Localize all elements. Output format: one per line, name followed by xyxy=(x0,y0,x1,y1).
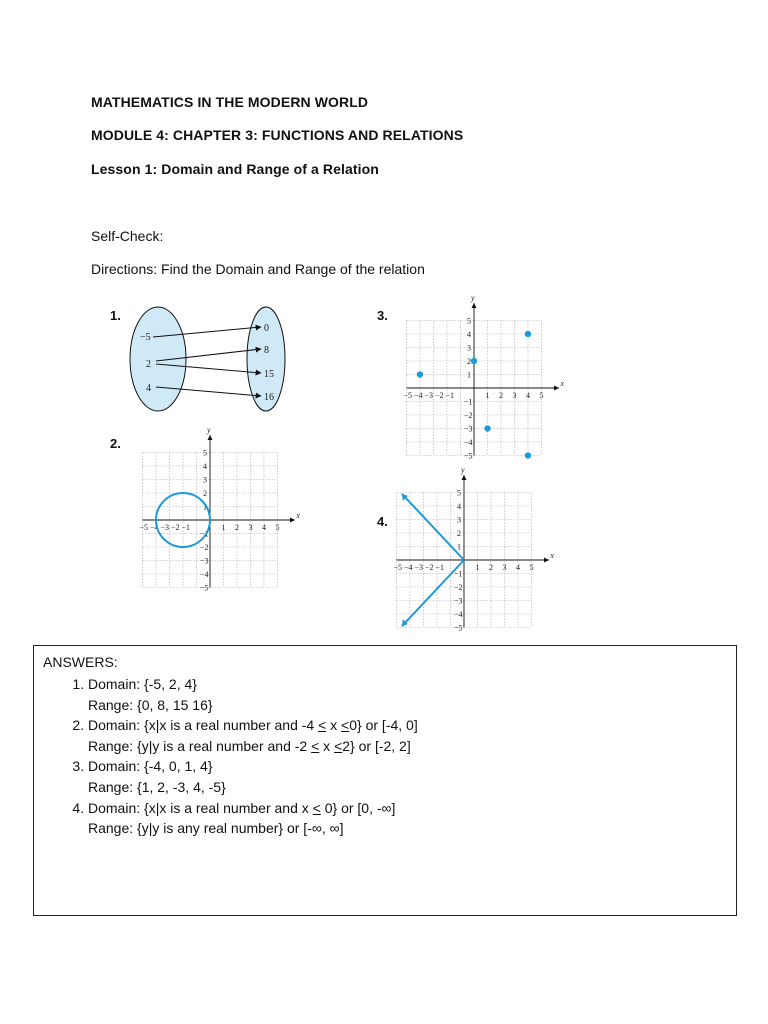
x-axis-label: x xyxy=(296,511,300,520)
problem-1-label: 1. xyxy=(110,308,121,323)
answer-4-domain: Domain: {x|x is a real number and x < 0} or [0, -∞] xyxy=(88,799,396,816)
range-value: 8 xyxy=(264,345,269,356)
x-axis-arrow xyxy=(554,386,559,391)
domain-value: −5 xyxy=(140,332,151,343)
x-tick-label: 2 xyxy=(235,523,239,532)
x-tick-label: 1 xyxy=(485,391,490,400)
y-tick-label: 4 xyxy=(467,330,471,339)
relation-ray-upper xyxy=(402,494,464,560)
y-tick-label: 1 xyxy=(203,502,207,512)
y-tick-label: 3 xyxy=(203,475,207,485)
x-tick-labels-negative: −5 −4 −3 −2 −1 xyxy=(139,523,191,532)
y-tick-label: 2 xyxy=(457,529,461,538)
answer-1-domain: Domain: {-5, 2, 4} xyxy=(88,676,197,692)
y-tick-label: −3 xyxy=(464,424,473,434)
y-tick-label: 2 xyxy=(467,357,471,366)
y-tick-label: −5 xyxy=(464,451,473,461)
self-check-label: Self-Check: xyxy=(91,228,164,244)
y-tick-label: −4 xyxy=(464,438,473,447)
y-tick-label: −4 xyxy=(454,610,463,619)
x-axis-arrow xyxy=(290,518,295,523)
y-axis-arrow xyxy=(462,475,467,480)
y-axis-label: y xyxy=(461,465,465,475)
x-tick-label: 3 xyxy=(248,523,253,532)
y-tick-label: −3 xyxy=(454,596,463,606)
y-tick-label: −3 xyxy=(200,556,209,566)
x-axis-label: x xyxy=(560,379,564,388)
problem-2-label: 2. xyxy=(110,436,121,451)
answer-2-domain: Domain: {x|x is a real number and -4 < x <0} or [-4, 0] xyxy=(88,717,418,734)
x-tick-label: 5 xyxy=(539,391,544,400)
x-tick-label: 1 xyxy=(221,523,226,532)
y-tick-label: −5 xyxy=(200,583,209,593)
x-tick-label: 5 xyxy=(529,563,534,572)
range-value: 16 xyxy=(264,392,274,403)
x-tick-label: 5 xyxy=(275,523,280,532)
domain-value: 2 xyxy=(146,359,151,370)
answer-4-range: Range: {y|y is any real number} or [-∞, ∞] xyxy=(88,820,344,837)
range-value: 15 xyxy=(264,369,274,380)
relation-point xyxy=(525,452,531,458)
answer-item xyxy=(88,674,418,715)
problem-4-label: 4. xyxy=(377,514,388,529)
answer-item xyxy=(88,715,418,756)
x-tick-labels-negative: −5 −4 −3 −2 −1 xyxy=(403,391,455,400)
y-axis-arrow xyxy=(472,303,477,308)
x-tick-label: 4 xyxy=(526,391,530,400)
y-tick-label: −2 xyxy=(454,583,463,592)
y-tick-label: −1 xyxy=(454,569,463,579)
answers-box xyxy=(33,645,737,916)
x-tick-label: 3 xyxy=(502,563,507,572)
x-tick-label: 4 xyxy=(516,563,520,572)
answer-item xyxy=(88,756,418,797)
x-tick-label: 2 xyxy=(499,391,503,400)
course-title: MATHEMATICS IN THE MODERN WORLD xyxy=(91,94,369,110)
answers-list xyxy=(60,674,418,839)
y-tick-label: −1 xyxy=(200,529,209,539)
y-axis-label: y xyxy=(471,293,475,303)
y-tick-label: 2 xyxy=(203,489,207,498)
y-tick-label: −5 xyxy=(454,623,463,633)
mapping-diagram xyxy=(126,305,291,415)
x-tick-label: 3 xyxy=(512,391,517,400)
y-tick-label: 1 xyxy=(457,542,461,552)
y-tick-label: −1 xyxy=(464,397,473,407)
range-value: 0 xyxy=(264,323,269,334)
domain-value: 4 xyxy=(146,383,151,394)
x-tick-label: 2 xyxy=(489,563,493,572)
y-tick-label: −2 xyxy=(464,411,473,420)
y-tick-label: 3 xyxy=(457,515,461,525)
relation-point xyxy=(471,358,477,364)
x-axis-arrow xyxy=(544,558,549,563)
answer-3-domain: Domain: {-4, 0, 1, 4} xyxy=(88,758,213,775)
y-axis-arrow xyxy=(208,435,213,440)
lesson-title: Lesson 1: Domain and Range of a Relation xyxy=(91,161,379,177)
x-tick-labels-negative: −5 −4 −3 −2 −1 xyxy=(393,563,445,572)
y-tick-label: 3 xyxy=(467,343,471,353)
y-tick-label: 5 xyxy=(467,316,471,326)
relation-point xyxy=(484,425,490,431)
y-axis-label: y xyxy=(207,425,211,435)
relation-point xyxy=(417,371,423,377)
relation-point xyxy=(525,331,531,337)
y-tick-label: −2 xyxy=(200,543,209,552)
answers-title: ANSWERS: xyxy=(43,654,118,670)
y-tick-label: 4 xyxy=(457,502,461,511)
answer-item xyxy=(88,798,418,839)
x-tick-label: 1 xyxy=(475,563,480,572)
x-axis-label: x xyxy=(550,551,554,560)
y-tick-label: 5 xyxy=(457,488,461,498)
x-tick-label: 4 xyxy=(262,523,266,532)
directions-text: Directions: Find the Domain and Range of the relation xyxy=(91,261,425,277)
answer-2-range: Range: {y|y is a real number and -2 < x <2} or [-2, 2] xyxy=(88,737,411,754)
y-tick-label: 1 xyxy=(467,370,471,380)
y-tick-label: −4 xyxy=(200,570,209,579)
y-tick-label: 4 xyxy=(203,462,207,471)
answer-1-range: Range: {0, 8, 15 16} xyxy=(88,696,213,713)
graph-4 xyxy=(380,465,565,650)
module-title: MODULE 4: CHAPTER 3: FUNCTIONS AND RELATIONS xyxy=(91,127,464,143)
graph-3 xyxy=(380,293,565,473)
answer-3-range: Range: {1, 2, -3, 4, -5} xyxy=(88,778,226,795)
graph-2 xyxy=(118,425,303,600)
y-tick-label: 5 xyxy=(203,448,207,458)
problem-3-label: 3. xyxy=(377,308,388,323)
